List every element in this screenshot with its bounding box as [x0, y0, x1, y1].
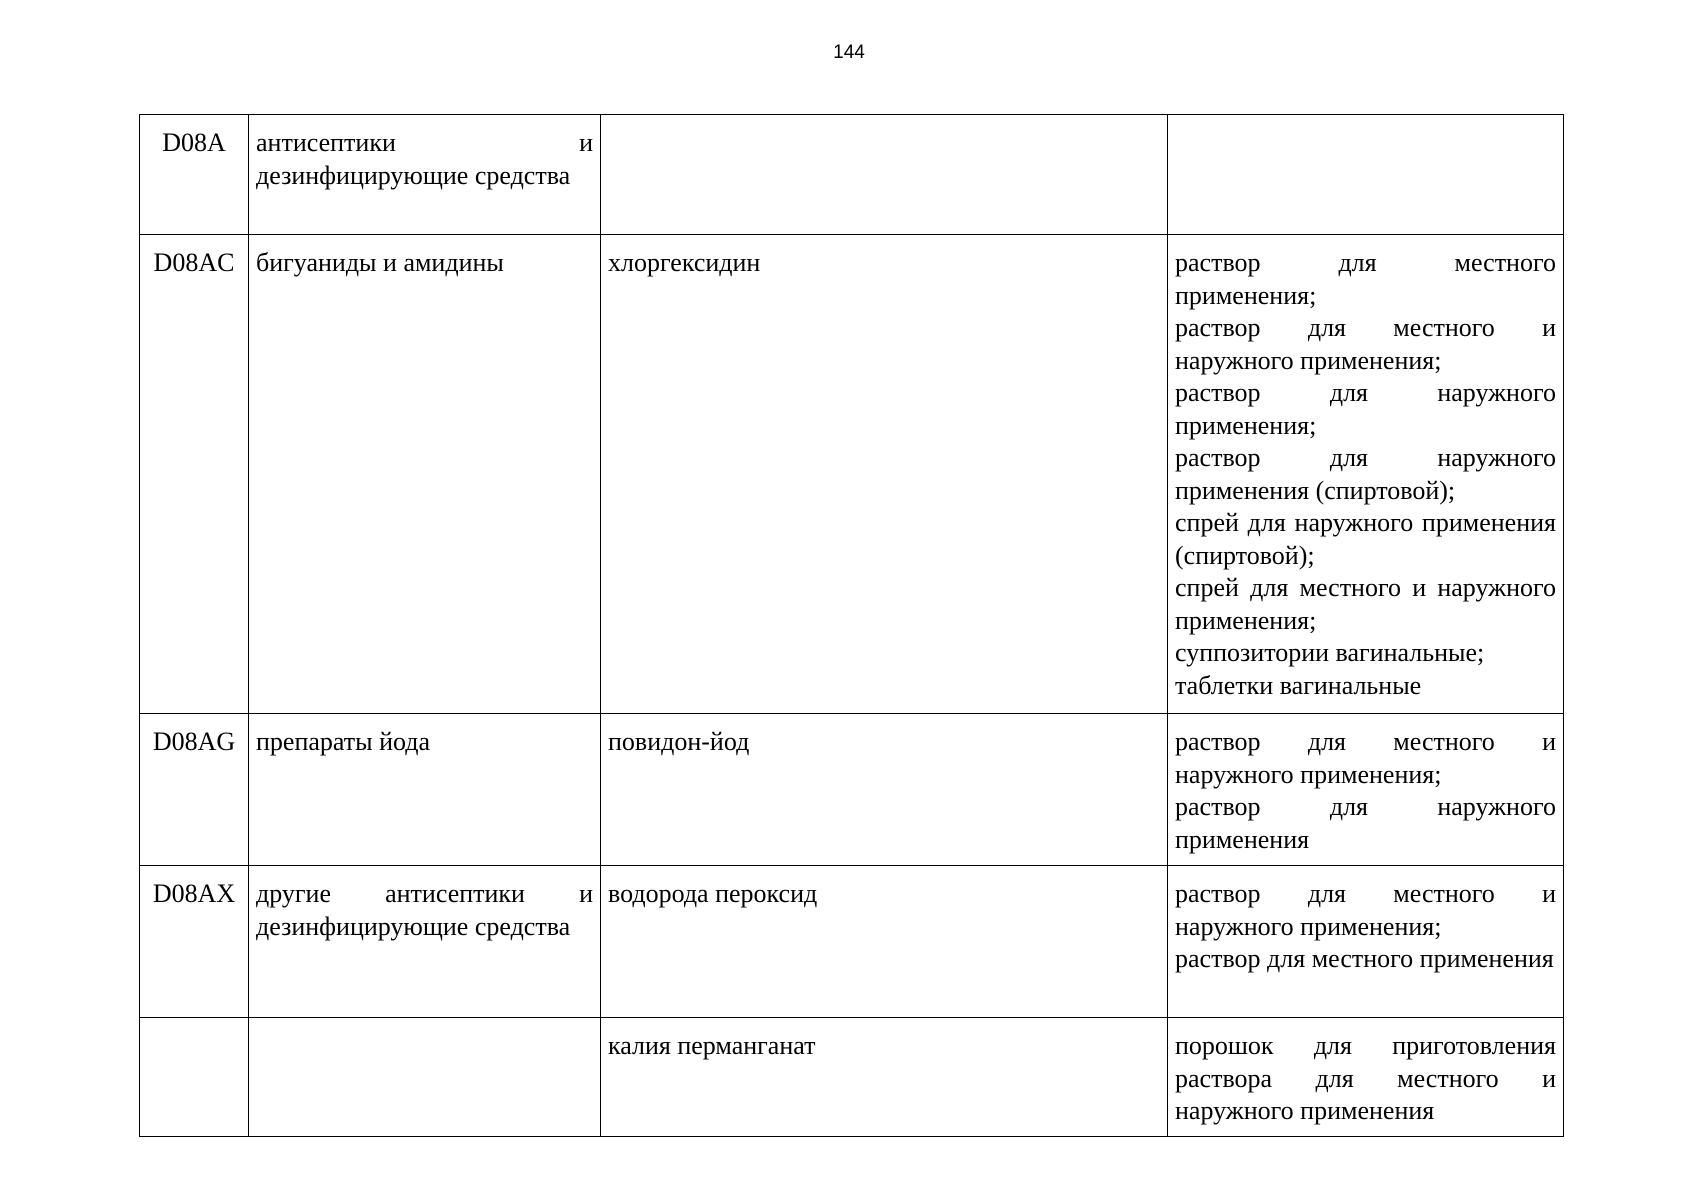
drug-cell [601, 115, 1168, 235]
dosage-form: спрей для наружного применения (спиртовой); [1175, 508, 1556, 570]
group-cell [249, 1018, 601, 1137]
dosage-form: раствор для местного и наружного применения; [1175, 727, 1556, 789]
form-cell [1168, 866, 1564, 1018]
atc-code-cell: D08AX [140, 866, 249, 1018]
group-cell: антисептики и дезинфицирующие средства [249, 115, 601, 235]
dosage-form: раствор для местного применения; [1175, 248, 1556, 310]
dosage-form: раствор для местного и наружного применения; [1175, 879, 1556, 941]
drug-cell: хлоргексидин [601, 235, 1168, 714]
dosage-form: порошок для приготовления раствора для местного и наружного применения [1175, 1031, 1556, 1125]
group-cell: препараты йода [249, 714, 601, 866]
table-row [140, 1018, 1564, 1137]
dosage-form: таблетки вагинальные [1175, 670, 1422, 700]
dosage-form: раствор для наружного применения; [1175, 378, 1556, 440]
dosage-form: раствор для наружного применения (спиртовой); [1175, 443, 1556, 505]
table-row [140, 235, 1564, 714]
dosage-form: спрей для местного и наружного применения; [1175, 573, 1556, 635]
atc-code-cell: D08AC [140, 235, 249, 714]
form-cell [1168, 1018, 1564, 1137]
atc-code-cell: D08A [140, 115, 249, 235]
drug-table [139, 114, 1564, 1137]
form-cell [1168, 235, 1564, 714]
form-cell [1168, 714, 1564, 866]
form-cell [1168, 115, 1564, 235]
drug-cell: повидон-йод [601, 714, 1168, 866]
atc-code-cell [140, 1018, 249, 1137]
dosage-form: раствор для наружного применения [1175, 792, 1556, 854]
table-row [140, 866, 1564, 1018]
table-row [140, 714, 1564, 866]
atc-code-cell: D08AG [140, 714, 249, 866]
dosage-form: раствор для местного и наружного применения; [1175, 313, 1556, 375]
drug-cell: водорода пероксид [601, 866, 1168, 1018]
group-cell: другие антисептики и дезинфицирующие средства [249, 866, 601, 1018]
dosage-form: суппозитории вагинальные; [1175, 638, 1485, 667]
page-number: 144 [833, 42, 865, 63]
drug-cell: калия перманганат [601, 1018, 1168, 1137]
group-cell: бигуаниды и амидины [249, 235, 601, 714]
dosage-form: раствор для местного применения [1175, 944, 1554, 973]
table-row [140, 115, 1564, 235]
